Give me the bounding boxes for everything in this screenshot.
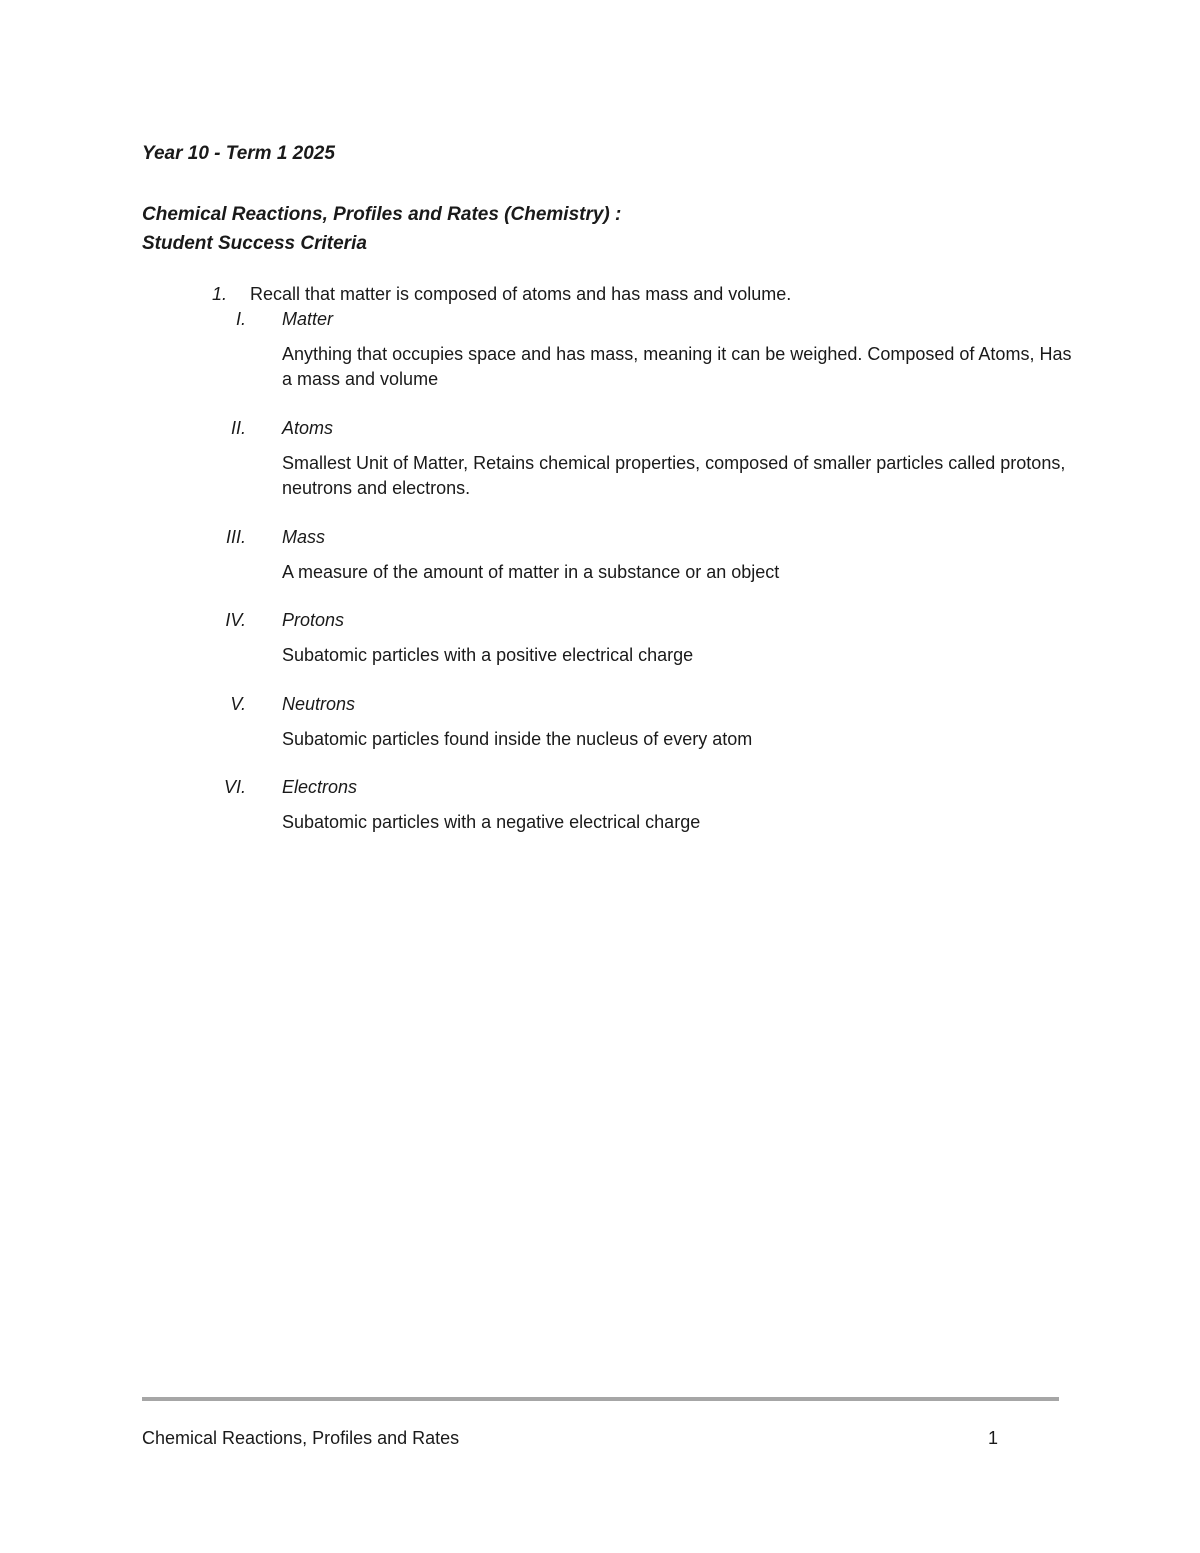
term-definition: A measure of the amount of matter in a substance or an object [282,562,780,582]
footer-title: Chemical Reactions, Profiles and Rates [142,1428,460,1448]
term-name: Neutrons [282,694,356,714]
term-definition: Subatomic particles with a negative electrical charge [282,812,701,832]
success-criterion [212,284,1072,305]
term-name: Atoms [282,418,334,438]
criterion-number: 1. [212,284,228,304]
term-numeral: VI. [223,777,246,797]
term-definition: Subatomic particles with a positive electrical charge [282,645,694,665]
term-numeral: II. [230,418,246,438]
term-name: Electrons [282,777,358,797]
term-definition: Anything that occupies space and has mass, meaning it can be weighed. Composed of Atoms, Has a mass and volume [282,344,1072,389]
year-term-heading: Year 10 - Term 1 2025 [142,143,335,164]
term-numeral: III. [225,527,246,547]
term-numeral: V. [230,694,246,714]
page-number: 1 [988,1428,999,1448]
term-name: Mass [282,527,326,547]
criterion-text: Recall that matter is composed of atoms and has mass and volume. [250,284,792,304]
footer-divider [142,1397,1059,1401]
title-line-2: Student Success Criteria [142,233,367,254]
document-title [142,200,621,258]
term-definition: Subatomic particles found inside the nucleus of every atom [282,729,753,749]
title-line-1: Chemical Reactions, Profiles and Rates (Chemistry) : [142,204,622,225]
term-definition: Smallest Unit of Matter, Retains chemical properties, composed of smaller particles called protons, neutrons and electrons. [282,453,1066,498]
term-name: Protons [282,610,345,630]
term-numeral: I. [235,309,246,329]
term-name: Matter [282,309,334,329]
term-numeral: IV. [225,610,246,630]
